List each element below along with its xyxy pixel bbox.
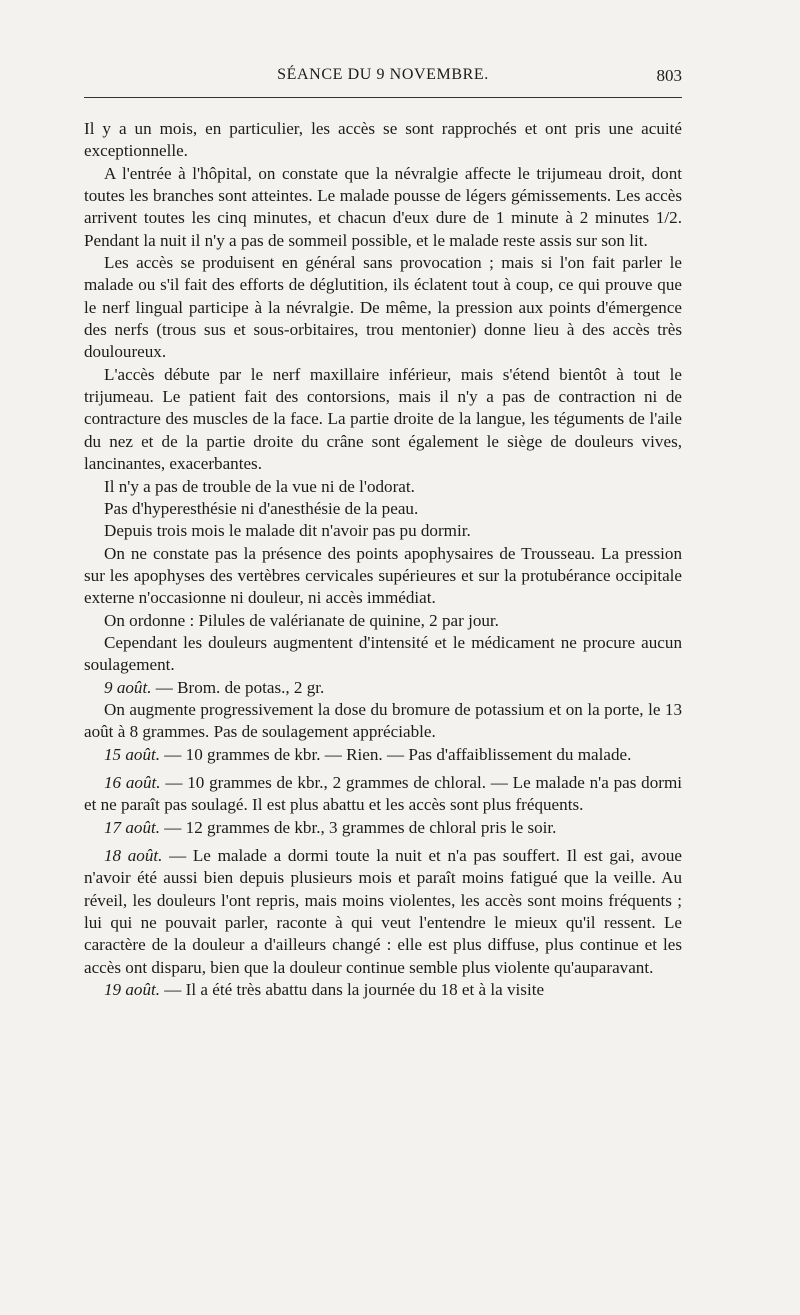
paragraph	[84, 543, 682, 610]
paragraph	[84, 476, 682, 498]
paragraph-date: 15 août.	[104, 744, 161, 764]
header-rule	[84, 97, 682, 98]
paragraph-text: On ne constate pas la présence des points apophysaires de Trousseau. La pression sur les apophyses des vertèbres cervicales supérieures et sur la protubérance occipitale externe n'occasionne ni douleur, ni accès immédiat.	[84, 543, 682, 608]
paragraph	[84, 979, 682, 1001]
paragraph-date: 9 août.	[104, 677, 152, 697]
paragraph-text: — Brom. de potas., 2 gr.	[151, 677, 325, 697]
paragraph	[84, 163, 682, 252]
paragraph-text: L'accès débute par le nerf maxillaire inférieur, mais s'étend bientôt à tout le trijumeau. Le patient fait des contorsions, mais il n'y a pas de contraction ni de contracture des muscles de la face. La partie droite de la langue, les téguments de l'aile du nez et de la partie droite du crâne sont également le siège de douleurs vives, lancinantes, exacerbantes.	[84, 364, 682, 474]
paragraph	[84, 744, 682, 766]
page-header	[84, 64, 682, 92]
paragraph	[84, 817, 682, 839]
paragraph-date: 17 août.	[104, 817, 161, 837]
paragraph-text: Il y a un mois, en particulier, les accès se sont rapprochés et ont pris une acuité exceptionnelle.	[84, 119, 682, 161]
paragraph	[84, 677, 682, 699]
paragraph-text: — Le malade a dormi toute la nuit et n'a pas souffert. Il est gai, avoue n'avoir été aussi bien depuis plusieurs mois et paraît moins fatigué que la veille. Au réveil, les douleurs l'ont repris, mais moins violentes, les accès sont moins fréquents ; lui qui ne pouvait parler, raconte à qui veut l'entendre le mieux qu'il ressent. Le caractère de la douleur a d'ailleurs changé : elle est plus diffuse, plus continue et les accès ont disparu, bien que la douleur continue semble plus violente qu'auparavant.	[84, 846, 682, 977]
paragraph	[84, 118, 682, 163]
paragraph-text: Pas d'hyperesthésie ni d'anesthésie de la peau.	[104, 498, 419, 518]
paragraph-text: Les accès se produisent en général sans provocation ; mais si l'on fait parler le malade ou s'il fait des efforts de déglutition, ils éclatent tout à coup, ce qui prouve que le nerf lingual participe à la névralgie. De même, la pression aux points d'émergence des nerfs (trous sus et sous-orbitaires, trou mentonier) donne lieu à des accès très douloureux.	[84, 253, 682, 362]
running-title: SÉANCE DU 9 NOVEMBRE.	[277, 66, 489, 83]
paragraph	[84, 845, 682, 979]
page-number: 803	[656, 66, 682, 85]
paragraph-text: — 10 grammes de kbr., 2 grammes de chloral. — Le malade n'a pas dormi et ne paraît pas soulagé. Il est plus abattu et les accès sont plus fréquents.	[84, 772, 682, 815]
paragraph-text: — Il a été très abattu dans la journée du 18 et à la visite	[160, 980, 545, 1000]
paragraph-text: Il n'y a pas de trouble de la vue ni de l'odorat.	[104, 476, 415, 496]
paragraph	[84, 772, 682, 817]
paragraph-date: 16 août.	[104, 772, 161, 792]
paragraph	[84, 632, 682, 677]
body-text	[84, 118, 682, 1001]
paragraph-text: — 12 grammes de kbr., 3 grammes de chloral pris le soir.	[160, 817, 557, 837]
paragraph-text: Depuis trois mois le malade dit n'avoir pas pu dormir.	[104, 521, 471, 541]
paragraph-date: 19 août.	[104, 980, 161, 1000]
paragraph-text: On augmente progressivement la dose du bromure de potassium et on la porte, le 13 août à 8 grammes. Pas de soulagement appréciable.	[84, 699, 682, 742]
paragraph-text: A l'entrée à l'hôpital, on constate que la névralgie affecte le trijumeau droit, dont toutes les branches sont atteintes. Le malade pousse de légers gémissements. Les accès arrivent toutes les cinq minutes, et chacun d'eux dure de 1 minute à 2 minutes 1/2. Pendant la nuit il n'y a pas de sommeil possible, et le malade reste assis sur son lit.	[84, 163, 682, 250]
paragraph-date: 18 août.	[104, 846, 163, 865]
paragraph	[84, 498, 682, 520]
paragraph	[84, 364, 682, 476]
paragraph-text: On ordonne : Pilules de valérianate de quinine, 2 par jour.	[104, 610, 499, 630]
paragraph	[84, 699, 682, 744]
paragraph-text: — 10 grammes de kbr. — Rien. — Pas d'affaiblissement du malade.	[160, 744, 632, 764]
paragraph-text: Cependant les douleurs augmentent d'intensité et le médicament ne procure aucun soulagement.	[84, 632, 682, 675]
paragraph	[84, 610, 682, 632]
paragraph	[84, 252, 682, 364]
paragraph	[84, 520, 682, 542]
